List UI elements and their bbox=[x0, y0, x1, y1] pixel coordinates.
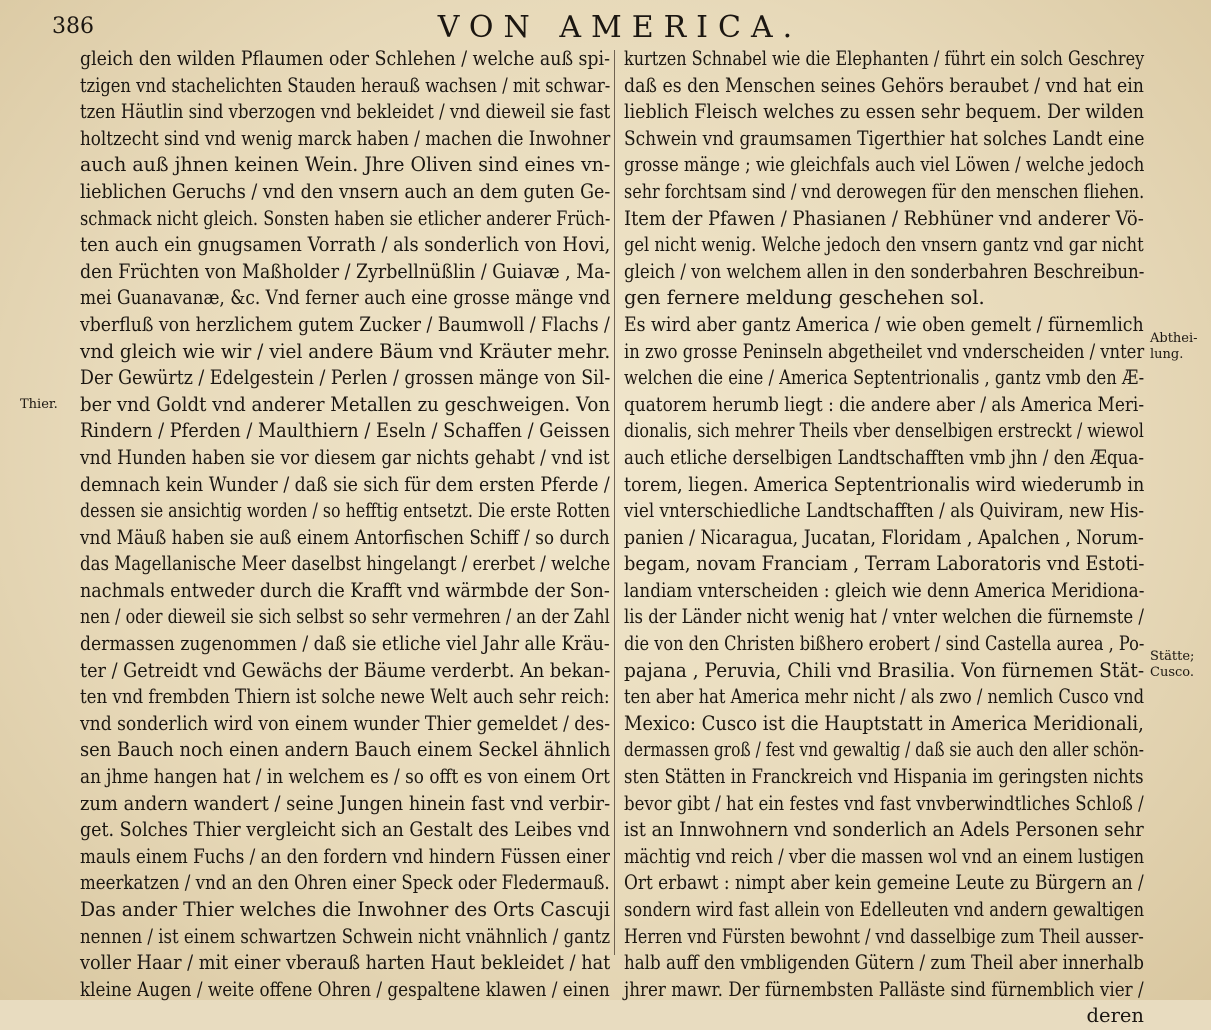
text-line: ist an Innwohnern vnd sonderlich an Adels Personen sehr bbox=[624, 818, 1144, 842]
text-line: auch etliche derselbigen Landtschafften vmb jhn / den Æqua- bbox=[624, 445, 1144, 469]
text-line: mei Guanavanæ, &c. Vnd ferner auch eine grosse mänge vnd bbox=[80, 286, 611, 310]
text-line: voller Haar / mit einer vberauß harten Haut bekleidet / hat bbox=[80, 951, 611, 975]
text-line: holtzecht sind vnd wenig marck haben / machen die Inwohner bbox=[80, 126, 611, 150]
text-line: in zwo grosse Peninseln abgetheilet vnd vnderscheiden / vnter bbox=[624, 339, 1145, 363]
text-line: daß es den Menschen seines Gehörs beraubet / vnd hat ein bbox=[624, 73, 1144, 97]
text-line: quatorem herumb liegt : die andere aber / als America Meri- bbox=[624, 392, 1145, 416]
text-line: ten auch ein gnugsamen Vorrath / als sonderlich von Hovi, bbox=[80, 233, 611, 257]
text-line: den Früchten von Maßholder / Zyrbellnüßlin / Guiavæ , Ma- bbox=[80, 259, 611, 283]
text-line: mächtig vnd reich / vber die massen wol vnd an einem lustigen bbox=[624, 844, 1145, 868]
text-line: gen fernere meldung geschehen sol. bbox=[624, 286, 985, 310]
text-line: das Magellanische Meer daselbst hingelangt / ererbet / welche bbox=[80, 552, 611, 576]
text-line: tzen Häutlin sind vberzogen vnd bekleidet / vnd dieweil sie fast bbox=[80, 100, 611, 124]
text-line: sondern wird fast allein von Edelleuten vnd andern gewaltigen bbox=[624, 898, 1145, 921]
text-line: Mexico: Cusco ist die Hauptstatt in America Meridionali, bbox=[624, 711, 1144, 735]
left-column bbox=[80, 46, 610, 1003]
text-line: Das ander Thier welches die Inwohner des Orts Cascuji bbox=[80, 898, 610, 921]
text-line: ber vnd Goldt vnd anderer Metallen zu geschweigen. Von bbox=[80, 392, 611, 416]
text-line: grosse mänge ; wie gleichfals auch viel Löwen / welche jedoch bbox=[624, 153, 1145, 177]
text-line: viel vnterschiedliche Landtschafften / als Quiviram, new His- bbox=[624, 499, 1145, 523]
text-line: welchen die eine / America Septentrionalis , gantz vmb den Æ- bbox=[624, 366, 1145, 390]
text-line: an jhme hangen hat / in welchem es / so offt es von einem Ort bbox=[80, 765, 610, 789]
text-line: ten vnd frembden Thiern ist solche newe Welt auch sehr reich: bbox=[80, 685, 610, 709]
text-line: vberfluß von herzlichem gutem Zucker / Baumwoll / Flachs / bbox=[80, 312, 610, 336]
text-line: mauls einem Fuchs / an den fordern vnd hindern Füssen einer bbox=[80, 844, 611, 868]
text-line: halb auff den vmbligenden Gütern / zum Theil aber innerhalb bbox=[624, 951, 1144, 975]
text-line: begam, novam Franciam , Terram Laboratoris vnd Estoti- bbox=[624, 552, 1145, 576]
text-line: ten aber hat America mehr nicht / als zwo / nemlich Cusco vnd bbox=[624, 685, 1145, 709]
text-line: kurtzen Schnabel wie die Elephanten / führt ein solch Geschrey bbox=[624, 47, 1145, 70]
text-line: schmack nicht gleich. Sonsten haben sie etlicher anderer Früch- bbox=[80, 206, 611, 230]
text-line: Ort erbawt : nimpt aber kein gemeine Leute zu Bürgern an / bbox=[624, 871, 1144, 895]
margin-note-abtheilung-text: Abthei- lung. bbox=[1150, 331, 1198, 362]
text-line: dermassen zugenommen / daß sie etliche viel Jahr alle Kräu- bbox=[80, 632, 610, 656]
text-line: nennen / ist einem schwartzen Schwein nicht vnähnlich / gantz bbox=[80, 924, 611, 948]
text-line: vnd Mäuß haben sie auß einem Antorfischen Schiff / so durch bbox=[80, 525, 610, 549]
margin-note-thier bbox=[20, 397, 58, 413]
text-line: Es wird aber gantz America / wie oben gemelt / fürnemlich bbox=[624, 312, 1144, 336]
text-line: gleich den wilden Pflaumen oder Schlehen / welche auß spi- bbox=[80, 47, 610, 70]
margin-note-staette bbox=[1150, 633, 1208, 681]
text-line: kleine Augen / weite offene Ohren / gespaltene klawen / einen bbox=[80, 977, 610, 1001]
text-line: pajana , Peruvia, Chili vnd Brasilia. Von fürnemen Stät- bbox=[624, 658, 1145, 682]
text-line: lieblich Fleisch welches zu essen sehr bequem. Der wilden bbox=[624, 100, 1145, 124]
text-line: Herren vnd Fürsten bewohnt / vnd dasselbige zum Theil ausser- bbox=[624, 924, 1144, 948]
text-line: sten Stätten in Franckreich vnd Hispania im geringsten nichts bbox=[624, 765, 1144, 789]
text-line: panien / Nicaragua, Jucatan, Floridam , Apalchen , Norum- bbox=[624, 525, 1144, 549]
text-line: nen / oder dieweil sie sich selbst so sehr vermehren / an der Zahl bbox=[80, 605, 610, 629]
margin-note-abtheilung bbox=[1150, 315, 1208, 363]
text-line: get. Solches Thier vergleicht sich an Gestalt des Leibes vnd bbox=[80, 818, 610, 842]
right-column bbox=[624, 46, 1144, 1030]
text-line: lieblichen Geruchs / vnd den vnsern auch an dem guten Ge- bbox=[80, 179, 611, 203]
text-line: vnd sonderlich wird von einem wunder Thier gemeldet / des- bbox=[80, 711, 611, 735]
text-line: deren bbox=[1086, 1004, 1144, 1028]
text-line: lis der Länder nicht wenig hat / vnter welchen die fürnemste / bbox=[624, 605, 1144, 629]
text-line: torem, liegen. America Septentrionalis wird wiederumb in bbox=[624, 472, 1145, 496]
text-line: dermassen groß / fest vnd gewaltig / daß sie auch den aller schön- bbox=[624, 738, 1144, 762]
margin-note-staette-text: Stätte; Cusco. bbox=[1150, 649, 1195, 680]
page-header bbox=[0, 10, 1211, 50]
text-line: vnd gleich wie wir / viel andere Bäum vnd Kräuter mehr. bbox=[80, 339, 611, 363]
text-line: demnach kein Wunder / daß sie sich für dem ersten Pferde / bbox=[80, 472, 610, 496]
text-line: bevor gibt / hat ein festes vnd fast vnvberwindtliches Schloß / bbox=[624, 791, 1144, 815]
text-line: tzigen vnd stachelichten Stauden herauß wachsen / mit schwar- bbox=[80, 73, 611, 97]
text-line: meerkatzen / vnd an den Ohren einer Speck oder Fledermauß. bbox=[80, 871, 610, 895]
text-line: ter / Getreidt vnd Gewächs der Bäume verderbt. An bekan- bbox=[80, 658, 611, 682]
column-divider bbox=[614, 50, 615, 955]
text-line: nachmals entweder durch die Krafft vnd wärmbde der Son- bbox=[80, 578, 610, 602]
text-line: gleich / von welchem allen in den sonderbahren Beschreibun- bbox=[624, 259, 1145, 283]
text-line: dionalis, sich mehrer Theils vber denselbigen erstreckt / wiewol bbox=[624, 419, 1144, 443]
text-line: sen Bauch noch einen andern Bauch einem Seckel ähnlich bbox=[80, 738, 611, 762]
text-line: dessen sie ansichtig worden / so hefftig entsetzt. Die erste Rotten bbox=[80, 499, 611, 523]
page-number: 386 bbox=[52, 14, 94, 39]
text-line: Rindern / Pferden / Maulthiern / Eseln / Schaffen / Geissen bbox=[80, 419, 610, 443]
running-head: VON AMERICA. bbox=[437, 10, 803, 45]
text-line: vnd Hunden haben sie vor diesem gar nichts gehabt / vnd ist bbox=[80, 445, 610, 469]
text-line: gel nicht wenig. Welche jedoch den vnsern gantz vnd gar nicht bbox=[624, 233, 1144, 257]
text-line: auch auß jhnen keinen Wein. Jhre Oliven sind eines vn- bbox=[80, 153, 611, 177]
text-line: die von den Christen bißhero erobert / sind Castella aurea , Po- bbox=[624, 632, 1145, 656]
margin-note-thier-text: Thier. bbox=[20, 397, 58, 412]
text-line: Der Gewürtz / Edelgestein / Perlen / grossen mänge von Sil- bbox=[80, 366, 611, 390]
text-line: zum andern wandert / seine Jungen hinein fast vnd verbir- bbox=[80, 791, 611, 815]
text-line: Schwein vnd graumsamen Tigerthier hat solches Landt eine bbox=[624, 126, 1145, 150]
text-line: jhrer mawr. Der fürnembsten Palläste sind fürnemblich vier / bbox=[624, 977, 1144, 1001]
text-line: Item der Pfawen / Phasianen / Rebhüner vnd anderer Vö- bbox=[624, 206, 1144, 230]
text-line: sehr forchtsam sind / vnd derowegen für den menschen fliehen. bbox=[624, 179, 1145, 203]
text-line: landiam vnterscheiden : gleich wie denn America Meridiona- bbox=[624, 578, 1145, 602]
